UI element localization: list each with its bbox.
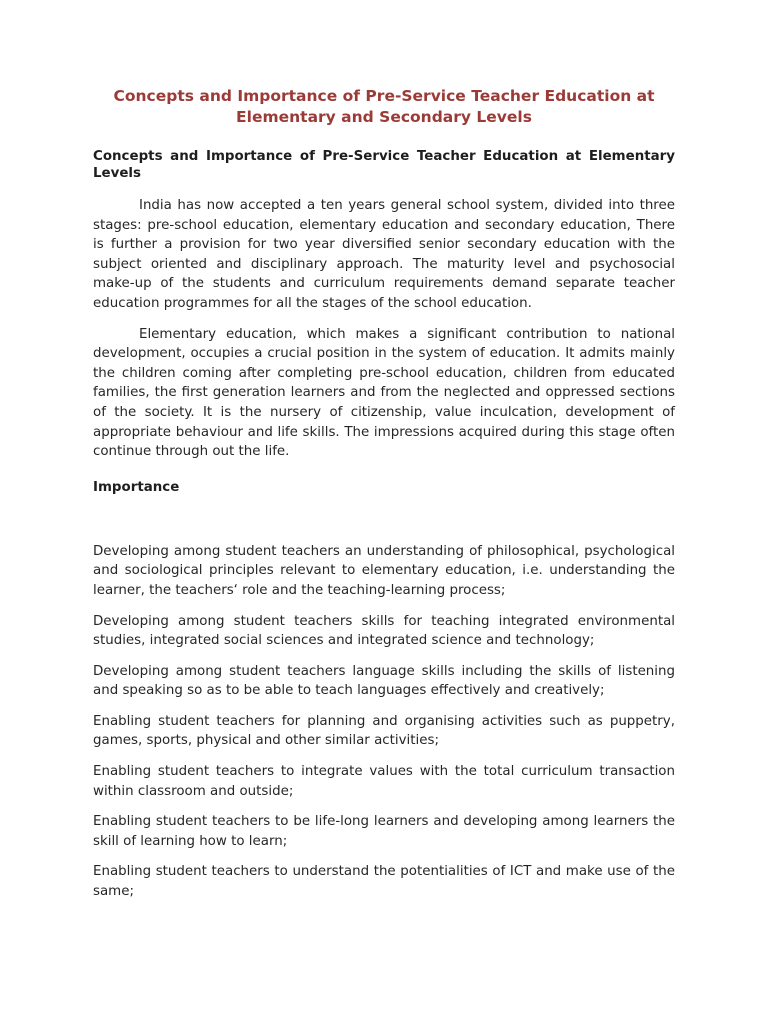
importance-list <box>93 542 675 902</box>
document-title <box>93 86 675 128</box>
importance-item: Developing among student teachers skills for teaching integrated environmental studies, integrated social sciences and integrated science and technology; <box>93 613 675 649</box>
importance-item: Enabling student teachers to understand the potentialities of ICT and make use of the same; <box>93 864 675 900</box>
importance-item: Developing among student teachers an understanding of philosophical, psychological and sociological principles relevant to elementary education, i.e. understanding the learner, the teachers‘ role and the teaching-learning process; <box>93 543 675 598</box>
importance-item: Enabling student teachers to be life-long learners and developing among learners the skill of learning how to learn; <box>93 814 675 849</box>
importance-heading: Importance <box>93 479 180 495</box>
document-page <box>93 86 675 913</box>
importance-item: Enabling student teachers to integrate values with the total curriculum transaction within classroom and outside; <box>93 764 675 799</box>
document-title-line-2: Elementary and Secondary Levels <box>236 108 532 126</box>
importance-item: Developing among student teachers language skills including the skills of listening and speaking so as to be able to teach languages effectively and creatively; <box>93 663 675 699</box>
body-paragraph-2: Elementary education, which makes a significant contribution to national development, occupies a crucial position in the system of education. It admits mainly the children coming after completing pre-school education, children from educated families, the first generation learners and from the neglected and oppressed sections of the society. It is the nursery of citizenship, value inculcation, development of appropriate behaviour and life skills. The impressions acquired during this stage often continue through out the life. <box>93 326 675 460</box>
document-title-line-1: Concepts and Importance of Pre-Service Teacher Education at <box>113 87 655 105</box>
section-heading: Concepts and Importance of Pre-Service Teacher Education at Elementary Levels <box>93 149 675 181</box>
body-paragraph-1: India has now accepted a ten years general school system, divided into three stages: pre-school education, elementary education and secondary education, There is further a provision for two year diversified senior secondary education with the subject oriented and disciplinary approach. The maturity level and psychosocial make-up of the students and curriculum requirements demand separate teacher education programmes for all the stages of the school education. <box>93 198 675 311</box>
importance-item: Enabling student teachers for planning and organising activities such as puppetry, games, sports, physical and other similar activities; <box>93 713 675 749</box>
